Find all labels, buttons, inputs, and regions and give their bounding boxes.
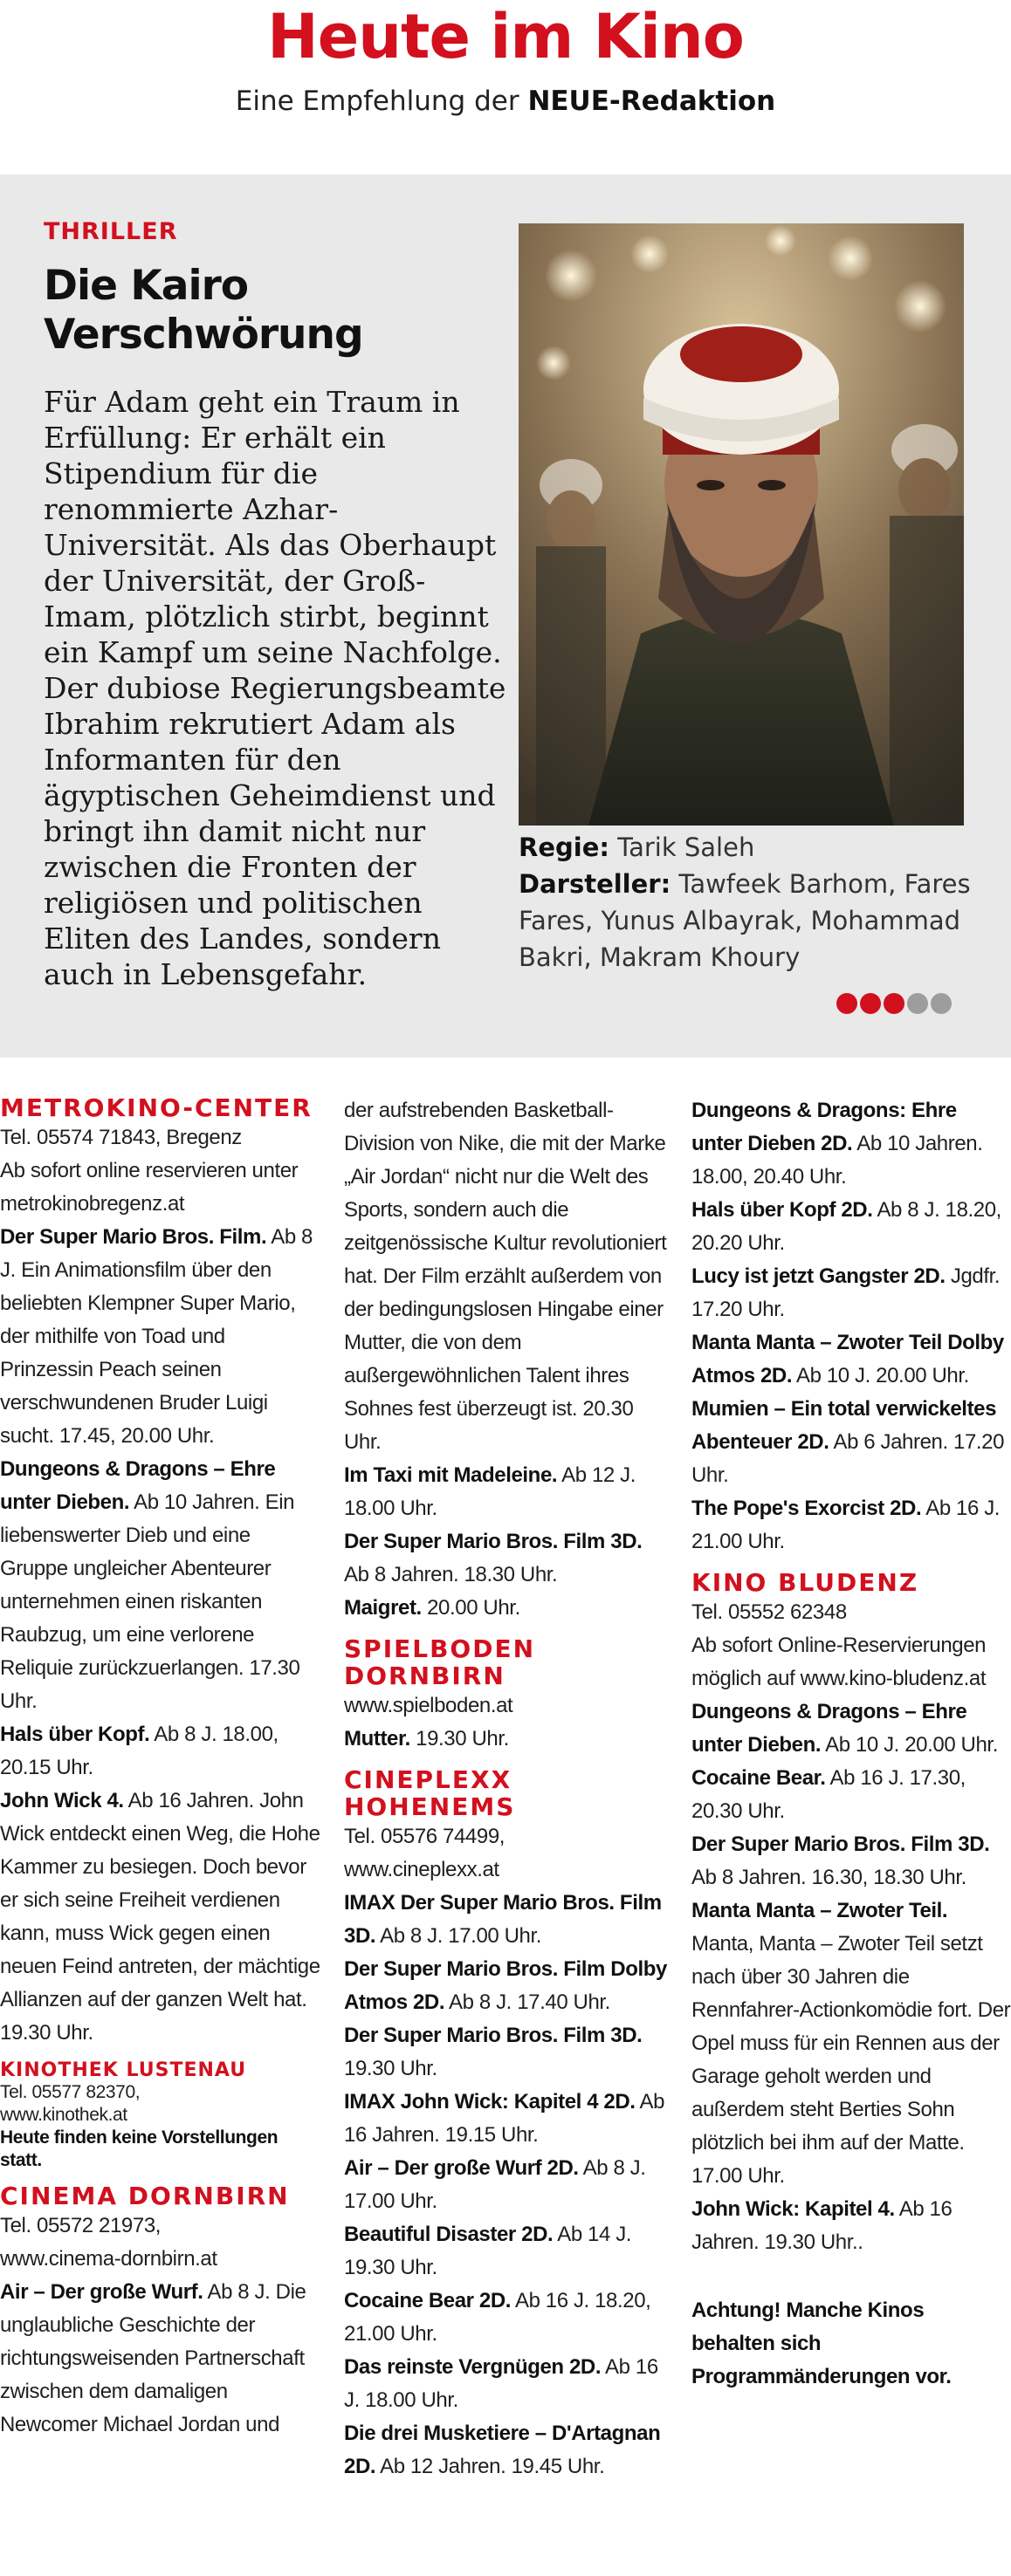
- cinema-contact-line: Ab sofort Online-Reservierungen möglich auf www.kino-bludenz.at: [691, 1634, 987, 1690]
- film-listing: [344, 2351, 667, 2417]
- film-listing-info: Ab 16 Jahren. John Wick entdeckt einen Weg, die Hohe Kammer zu besiegen. Doch bevor er sich seine Freiheit verdienen kann, muss Wick gegen einen neuen Feind antreten, der mächtige Allianzen auf der ganzen Welt hat. 19.30 Uhr.: [0, 1789, 320, 2045]
- film-listing: [344, 1887, 667, 1953]
- cinema-name: CINEMA DORNBIRN: [0, 2182, 290, 2210]
- film-listing-info: Ab 16 J. 17.30, 20.30 Uhr.: [691, 1766, 966, 1823]
- cinema-name: CINEPLEXX HOHENEMS: [344, 1765, 516, 1821]
- film-listing-info: Jgdfr. 17.20 Uhr.: [691, 1264, 1001, 1321]
- film-listing-title: Der Super Mario Bros. Film Dolby Atmos 2D.: [344, 1957, 667, 2014]
- cinema-block: [0, 2060, 323, 2172]
- film-listing-title: Im Taxi mit Madeleine.: [344, 1463, 558, 1487]
- cinema-block: [691, 1569, 1011, 2259]
- cinema-contact-line: Tel. 05576 74499,: [344, 1825, 506, 1848]
- film-listing-title: Heute finden keine Vorstellungen statt.: [0, 2127, 279, 2170]
- cinema-block: [0, 2182, 323, 2442]
- film-listing: [691, 2193, 1011, 2259]
- film-listing-info: Ab 8 J. Die unglaubliche Geschichte der richtungsweisenden Partnerschaft zwischen dem damaligen Newcomer Michael Jordan und: [0, 2280, 306, 2436]
- film-listing-title: Dungeons & Dragons – Ehre unter Dieben.: [691, 1700, 967, 1757]
- film-synopsis: Für Adam geht ein Traum in Erfüllung: Er erhält ein Stipendium für die renommierte Azhar-Universität. Als das Oberhaupt der Universität, der Groß-Imam, plötzlich stirbt, beginnt ein Kampf um seine Nachfolge. Der dubiose Regierungsbeamte Ibrahim rekrutiert Adam als Informanten für den ägyptischen Geheimdienst und bringt ihn damit nicht nur zwischen die Fronten der religiösen und politischen Eliten des Landes, sondern auch in Lebensgefahr.: [44, 385, 506, 991]
- cinema-contact-line: www.cinema-dornbirn.at: [0, 2247, 217, 2271]
- film-listing-info: Ab 8 Jahren. 16.30, 18.30 Uhr.: [691, 1866, 966, 1889]
- film-listing: [0, 2276, 323, 2442]
- film-listing-info: Ab 16 Jahren. 19.30 Uhr..: [691, 2197, 953, 2254]
- film-listing: [344, 2019, 667, 2086]
- listings-column-2: [344, 1094, 667, 2494]
- film-listing: [344, 2086, 667, 2152]
- cinema-contact-line: www.spielboden.at: [344, 1694, 513, 1717]
- film-listing-info: Ab 12 J. 18.00 Uhr.: [344, 1463, 636, 1520]
- film-listing: [0, 1221, 323, 1453]
- film-listing-title: John Wick 4.: [0, 1789, 124, 1812]
- cinema-contact-line: Ab sofort online reservieren unter metrokinobregenz.at: [0, 1159, 299, 1216]
- film-listing-info: Ab 10 J. 20.00 Uhr.: [821, 1733, 998, 1757]
- film-listing-title: IMAX John Wick: Kapitel 4 2D.: [344, 2090, 636, 2114]
- film-listing: [691, 1260, 1011, 1326]
- film-listing-title: Cocaine Bear 2D.: [344, 2289, 512, 2312]
- cinema-name: KINO BLUDENZ: [691, 1568, 919, 1597]
- film-listing-title: Lucy ist jetzt Gangster 2D.: [691, 1264, 946, 1288]
- film-listing-title: Hals über Kopf 2D.: [691, 1198, 873, 1222]
- film-listing-info: Ab 14 J. 19.30 Uhr.: [344, 2223, 632, 2279]
- rating-dot-filled: [860, 993, 881, 1014]
- film-listing-info: Ab 8 J. 17.00 Uhr.: [375, 1924, 542, 1948]
- cinema-contact-line: Tel. 05552 62348: [691, 1600, 847, 1624]
- continued-text: der aufstrebenden Basketball-Division von Nike, die mit der Marke „Air Jordan“ nicht nur die Welt des Sports, sondern auch die zeitgenössische Kultur revolutioniert hat. Der Film erzählt außerdem von der bedingungslosen Hingabe einer Mutter, die von dem außergewöhnlichen Talent ihres Sohnes fest überzeugt ist. 20.30 Uhr.: [344, 1099, 667, 1454]
- film-listing-title: Hals über Kopf.: [0, 1723, 150, 1746]
- film-listing: [691, 1762, 1011, 1828]
- film-listing-title: Der Super Mario Bros. Film 3D.: [344, 2024, 643, 2047]
- film-listing-info: Ab 16 J. 18.00 Uhr.: [344, 2355, 658, 2412]
- film-listing-title: The Pope's Exorcist 2D.: [691, 1497, 922, 1520]
- film-listing: [0, 1718, 323, 1785]
- film-listing-info: Manta, Manta – Zwoter Teil setzt nach über 30 Jahren die Rennfahrer-Actionkomödie fort. Der Opel muss für ein Rennen aus der Garage geholt werden und außerdem steht Berties Sohn plötzlich bei ihm auf der Matte. 17.00 Uhr.: [691, 1932, 1011, 2188]
- film-listing: [691, 1094, 1011, 1194]
- film-listing: [344, 1459, 667, 1525]
- film-listing-title: Air – Der große Wurf 2D.: [344, 2156, 579, 2180]
- film-listing-info: Ab 8 J. 18.00, 20.15 Uhr.: [0, 1723, 279, 1779]
- film-listing-info: Ab 10 Jahren. Ein liebenswerter Dieb und eine Gruppe ungleicher Abenteurer unternehmen einen riskanten Raubzug, um eine verlorene Reliquie zurückzuerlangen. 17.30 Uhr.: [0, 1490, 300, 1713]
- film-listing: [344, 2417, 667, 2484]
- director-name: Tarik Saleh: [617, 832, 755, 862]
- film-listing: [344, 1592, 667, 1625]
- subtitle-prefix: Eine Empfehlung der: [235, 86, 528, 117]
- film-listing: [691, 1194, 1011, 1260]
- film-listing-title: Beautiful Disaster 2D.: [344, 2223, 554, 2246]
- film-listing: [691, 1828, 1011, 1894]
- film-listing: [691, 1393, 1011, 1492]
- page-title: Heute im Kino: [267, 1, 744, 72]
- film-listing: [344, 2218, 667, 2285]
- film-listing-info: Ab 16 J. 21.00 Uhr.: [691, 1497, 1001, 1553]
- cinema-block: [0, 1094, 323, 2050]
- cinema-block: [344, 1766, 667, 2484]
- film-listing-title: John Wick: Kapitel 4.: [691, 2197, 895, 2221]
- film-listing-title: Der Super Mario Bros. Film.: [0, 1225, 267, 1249]
- film-listing-title: Air – Der große Wurf.: [0, 2280, 203, 2304]
- film-listing-title: Cocaine Bear.: [691, 1766, 826, 1790]
- cinema-contact-line: Tel. 05577 82370,: [0, 2082, 141, 2102]
- film-listing-info: Ab 8 J. 17.40 Uhr.: [444, 1990, 610, 2014]
- film-listing-info: Ab 16 J. 18.20, 21.00 Uhr.: [344, 2289, 651, 2346]
- film-title: Die Kairo Verschwörung: [44, 262, 363, 359]
- film-listing: [0, 1453, 323, 1718]
- film-listing-info: Ab 16 Jahren. 19.15 Uhr.: [344, 2090, 665, 2147]
- film-listing-title: Manta Manta – Zwoter Teil.: [691, 1899, 948, 1922]
- film-listing: [691, 1894, 1011, 2193]
- subtitle-brand: NEUE-Redaktion: [527, 86, 776, 117]
- film-listing-info: Ab 8 J. Ein Animationsfilm über den beliebten Klempner Super Mario, der mithilfe von Toad und Prinzessin Peach seinen verschwundenen Bruder Luigi sucht. 17.45, 20.00 Uhr.: [0, 1225, 313, 1448]
- cast-label: Darsteller:: [519, 869, 671, 899]
- film-listing-info: 19.30 Uhr.: [409, 1727, 509, 1750]
- rating-dot-empty: [907, 993, 928, 1014]
- film-still-image: [519, 223, 964, 826]
- film-listing-title: Manta Manta – Zwoter Teil Dolby Atmos 2D.: [691, 1331, 1004, 1387]
- cast-line: [519, 866, 990, 976]
- film-listing: [691, 1696, 1011, 1762]
- cinema-contact-line: Tel. 05574 71843, Bregenz: [0, 1126, 242, 1149]
- page-header: [0, 0, 1011, 175]
- film-listing-title: Das reinste Vergnügen 2D.: [344, 2355, 602, 2379]
- film-listing: [344, 1525, 667, 1592]
- film-listing: [691, 1492, 1011, 1559]
- film-genre: THRILLER: [44, 218, 178, 245]
- cinema-name: SPIELBODEN DORNBIRN: [344, 1634, 536, 1690]
- film-listing-title: Maigret.: [344, 1596, 422, 1620]
- cinema-contact-line: www.kinothek.at: [0, 2105, 127, 2125]
- rating-dot-empty: [931, 993, 952, 1014]
- film-listing-title: IMAX Der Super Mario Bros. Film 3D.: [344, 1891, 662, 1948]
- film-listing-info: 19.30 Uhr.: [344, 2057, 437, 2080]
- cinema-block: [344, 1635, 667, 1756]
- director-line: [519, 829, 990, 866]
- film-listing-title: Mumien – Ein total verwickeltes Abenteuer 2D.: [691, 1397, 997, 1454]
- cinema-name: METROKINO-CENTER: [0, 1093, 313, 1122]
- cinema-block: [344, 1094, 667, 1625]
- film-listing-title: Der Super Mario Bros. Film 3D.: [344, 1530, 643, 1553]
- cast-names: Tawfeek Barhom, Fares Fares, Yunus Albayrak, Mohammad Bakri, Makram Khoury: [519, 869, 971, 972]
- film-listing-title: Der Super Mario Bros. Film 3D.: [691, 1833, 990, 1856]
- cinema-name: KINOTHEK LUSTENAU: [0, 2059, 247, 2081]
- film-listing: [344, 2285, 667, 2351]
- film-listing: [0, 1785, 323, 2050]
- cinema-block: [691, 1094, 1011, 1559]
- film-listing-info: Ab 8 Jahren. 18.30 Uhr.: [344, 1563, 558, 1586]
- film-listing-info: 20.00 Uhr.: [421, 1596, 520, 1620]
- film-listing: [344, 1953, 667, 2019]
- program-notice: Achtung! Manche Kinos behalten sich Programmänderungen vor.: [691, 2299, 952, 2388]
- film-listing-info: Ab 12 Jahren. 19.45 Uhr.: [375, 2455, 605, 2478]
- film-listing-info: Ab 10 J. 20.00 Uhr.: [792, 1364, 969, 1387]
- film-listing-info: Ab 8 J. 18.20, 20.20 Uhr.: [691, 1198, 1001, 1255]
- film-listing-info: Ab 10 Jahren. 18.00, 20.40 Uhr.: [691, 1132, 983, 1189]
- film-listing-info: Ab 6 Jahren. 17.20 Uhr.: [691, 1430, 1005, 1487]
- cinema-contact-line: Tel. 05572 21973,: [0, 2214, 162, 2237]
- film-listing: [344, 2152, 667, 2218]
- film-listing-title: Dungeons & Dragons: Ehre unter Dieben 2D.: [691, 1099, 957, 1155]
- rating-dot-filled: [836, 993, 857, 1014]
- film-listing-title: Dungeons & Dragons – Ehre unter Dieben.: [0, 1457, 276, 1514]
- cinema-contact-line: www.cineplexx.at: [344, 1858, 499, 1881]
- featured-film-panel: [0, 175, 1011, 1058]
- listings-column-1: [0, 1094, 323, 2452]
- film-credits: [519, 829, 990, 976]
- rating-dots: [836, 993, 954, 1016]
- listings-column-3: [691, 1094, 1011, 2394]
- film-listing: [0, 2127, 323, 2172]
- film-listing-title: Mutter.: [344, 1727, 410, 1750]
- director-label: Regie:: [519, 832, 609, 862]
- rating-dot-filled: [884, 993, 904, 1014]
- film-listing-info: Ab 8 J. 17.00 Uhr.: [344, 2156, 646, 2213]
- film-listing: [344, 1723, 667, 1756]
- film-listing-title: Die drei Musketiere – D'Artagnan 2D.: [344, 2422, 661, 2478]
- page-subtitle: [0, 84, 1011, 119]
- film-listing: [691, 1326, 1011, 1393]
